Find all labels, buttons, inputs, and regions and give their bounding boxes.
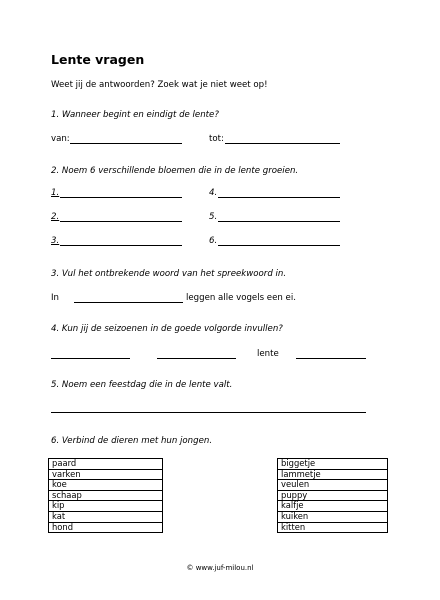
table-row [278,459,388,470]
table-row [49,480,163,491]
question-5: 5. Noem een feestdag die in de lente valt. [51,380,233,390]
from-label: van: [51,134,70,144]
question-4: 4. Kun jij de seizoenen in de goede volgorde invullen? [51,324,283,334]
table-row [49,522,163,533]
flower-number-5: 5. [209,212,218,222]
question-6: 6. Verbind de dieren met hun jongen. [51,436,213,446]
to-label: tot: [209,134,224,144]
young-animal-cell[interactable]: biggetje [278,459,388,470]
animal-cell[interactable]: paard [49,459,163,470]
table-row [278,490,388,501]
young-animal-cell[interactable]: kuiken [278,511,388,522]
animal-cell[interactable]: kat [49,511,163,522]
flower-answer-line-2[interactable] [60,221,182,222]
table-row [278,469,388,480]
copyright-footer: © www.juf-milou.nl [186,564,254,572]
table-row [278,522,388,533]
flower-answer-line-1[interactable] [60,197,182,198]
flower-answer-line-3[interactable] [60,245,182,246]
animal-cell[interactable]: varken [49,469,163,480]
season-given-lente: lente [257,349,279,359]
flower-number-4: 4. [209,188,218,198]
young-animal-cell[interactable]: veulen [278,480,388,491]
young-animal-cell[interactable]: kalfje [278,501,388,512]
table-row [278,480,388,491]
table-row [49,459,163,470]
season-answer-line-2[interactable] [157,358,236,359]
animal-cell[interactable]: koe [49,480,163,491]
animals-table [48,458,163,533]
answer-line-to[interactable] [225,143,340,144]
table-row [278,501,388,512]
page-title: Lente vragen [51,52,145,67]
season-answer-line-4[interactable] [296,358,366,359]
flower-answer-line-5[interactable] [218,221,340,222]
season-answer-line-1[interactable] [51,358,130,359]
proverb-start: In [51,293,59,303]
table-row [49,511,163,522]
young-animal-cell[interactable]: puppy [278,490,388,501]
intro-text: Weet jij de antwoorden? Zoek wat je niet weet op! [51,80,268,90]
young-animal-cell[interactable]: lammetje [278,469,388,480]
question-3: 3. Vul het ontbrekende woord van het spreekwoord in. [51,269,287,279]
flower-number-2: 2. [51,212,60,222]
table-row [278,511,388,522]
proverb-end: leggen alle vogels een ei. [186,293,296,303]
holiday-answer-line[interactable] [51,412,366,413]
animal-cell[interactable]: schaap [49,490,163,501]
flower-answer-line-6[interactable] [218,245,340,246]
flower-number-1: 1. [51,188,60,198]
question-2: 2. Noem 6 verschillende bloemen die in de lente groeien. [51,166,299,176]
animal-cell[interactable]: kip [49,501,163,512]
answer-line-from[interactable] [70,143,182,144]
animal-cell[interactable]: hond [49,522,163,533]
table-row [49,469,163,480]
proverb-answer-line[interactable] [74,302,183,303]
flower-number-3: 3. [51,236,60,246]
table-row [49,490,163,501]
table-row [49,501,163,512]
flower-number-6: 6. [209,236,218,246]
flower-answer-line-4[interactable] [218,197,340,198]
young-animal-cell[interactable]: kitten [278,522,388,533]
young-animals-table [277,458,388,533]
question-1: 1. Wanneer begint en eindigt de lente? [51,110,219,120]
